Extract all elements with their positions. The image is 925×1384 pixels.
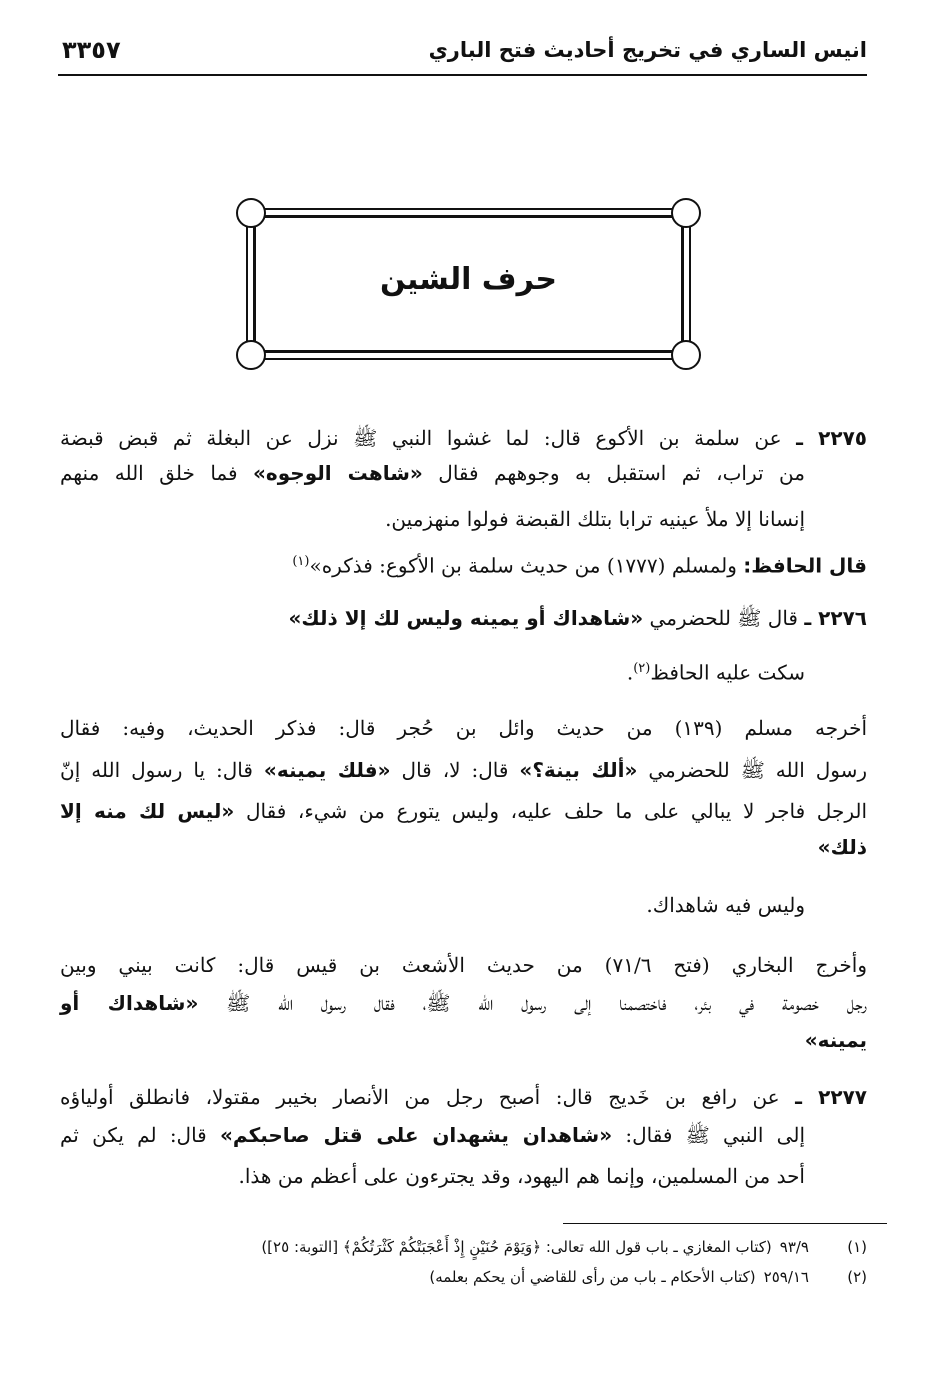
- hafiz-text: ولمسلم (١٧٧٧) من حديث سلمة بن الأكوع: فذكره»: [309, 553, 737, 578]
- bukhari-line-3: يمينه»: [804, 1028, 867, 1052]
- body-text: رسول الله ﷺ للحضرمي: [648, 758, 868, 782]
- header-rule: [58, 74, 867, 76]
- hadith-text: قال: لم يكن ثم: [60, 1123, 207, 1147]
- prophetic-quote: «ألك بينة؟»: [519, 758, 638, 782]
- hadith-number: ٢٢٧٥ ـ: [796, 426, 867, 450]
- not-included-note: وليس فيه شاهداك.: [646, 893, 805, 917]
- bukhari-line-1: وأخرج البخاري (فتح ٧١/٦) من حديث الأشعث بن قيس قال: كانت بيني وبين: [60, 953, 868, 977]
- footnote-2: [429, 1266, 867, 1288]
- footnote-reference: ٩٣/٩: [779, 1238, 809, 1256]
- frame-corner-ornament: [236, 198, 266, 228]
- hadith-text: عن سلمة بن الأكوع قال: لما غشوا النبي ﷺ نزل عن البغلة ثم قبض قبضة: [60, 426, 782, 450]
- hadith-2277-line-3: أحد من المسلمين، وإنما هم اليهود، وقد يجترءون على أعظم من هذا.: [238, 1164, 805, 1188]
- footnote-number: (٢): [847, 1268, 867, 1286]
- footnote-1: [261, 1236, 867, 1258]
- hadith-text: عن رافع بن خَديج قال: أصبح رجل من الأنصار بخيبر مقتولا، فانطلق أولياؤه: [60, 1085, 780, 1109]
- footnote-text: (كتاب الأحكام ـ باب من رأى للقاضي أن يحكم بعلمه): [429, 1268, 756, 1286]
- hadith-text: فما خلق الله منهم: [60, 461, 238, 485]
- bukhari-line-2: [60, 988, 867, 1018]
- hadith-2275-line-3: إنسانا إلا ملأ عينيه ترابا بتلك القبضة فولوا منهزمين.: [385, 507, 805, 531]
- hadith-2275-line-1: [60, 423, 867, 453]
- note-text: سكت عليه الحافظ: [650, 660, 805, 685]
- prophetic-quote: «ليس لك منه إلا: [60, 799, 235, 823]
- body-text: قال: يا رسول الله إنّ: [60, 758, 253, 782]
- hadith-2277-line-2: [60, 1120, 805, 1150]
- footnote-reference: ٢٥٩/١٦: [763, 1268, 809, 1286]
- muslim-line-2: [60, 755, 867, 785]
- hadith-number: ٢٢٧٧ ـ: [795, 1085, 867, 1109]
- running-title: انيس الساري في تخريج أحاديث فتح الباري: [428, 38, 867, 62]
- muslim-line-4: ذلك»: [817, 835, 867, 859]
- hafiz-note-1: [292, 547, 867, 581]
- frame-corner-ornament: [671, 198, 701, 228]
- frame-corner-ornament: [236, 340, 266, 370]
- muslim-line-1: أخرجه مسلم (١٣٩) من حديث وائل بن حُجر قال: فذكر الحديث، وفيه: فقال: [60, 716, 868, 740]
- hadith-text: قال ﷺ للحضرمي: [649, 606, 798, 630]
- prophetic-quote: «شاهداك أو: [60, 991, 199, 1015]
- frame-corner-ornament: [671, 340, 701, 370]
- running-header: [58, 34, 867, 74]
- footnote-number: (١): [847, 1238, 867, 1256]
- body-text: رجل خصومة في بئر، فاختصمنا إلى رسول الله ﷺ، فقال رسول الله ﷺ: [226, 991, 868, 1015]
- prophetic-quote: «شاهدان يشهدان على قتل صاحبكم»: [219, 1123, 613, 1147]
- hadith-2275-line-2: [60, 458, 805, 488]
- prophetic-quote: «شاهت الوجوه»: [253, 461, 423, 485]
- hafiz-label: قال الحافظ:: [743, 553, 867, 578]
- muslim-line-3: [60, 796, 867, 826]
- footnote-ref: (١): [292, 554, 310, 569]
- footnote-text: (كتاب المغازي ـ باب قول الله تعالى: ﴿وَيَوْمَ حُنَيْنٍ إِذْ أَعْجَبَتْكُمْ كَثْرَتُكُمْ﴾ [التوبة: ٢٥]): [261, 1238, 772, 1256]
- footnote-ref: (٢): [633, 661, 651, 676]
- hadith-number: ٢٢٧٦ ـ: [804, 606, 867, 630]
- hafiz-silence-note: سكت عليه الحافظ$^{(٢)}$.: [626, 660, 805, 685]
- hadith-text: من تراب، ثم استقبل به وجوههم فقال: [438, 461, 805, 485]
- section-heading-frame: [246, 208, 691, 360]
- section-heading: حرف الشين: [380, 262, 557, 297]
- hadith-text: إلى النبي ﷺ فقال:: [625, 1123, 805, 1147]
- prophetic-quote: «شاهداك أو يمينه وليس لك إلا ذلك»: [288, 606, 644, 630]
- prophetic-quote: «فلك يمينه»: [263, 758, 391, 782]
- body-text: الرجل فاجر لا يبالي على ما حلف عليه، وليس يتورع من شيء، فقال: [245, 799, 867, 823]
- footnote-separator: [563, 1223, 887, 1224]
- hadith-2277-line-1: [60, 1082, 867, 1112]
- body-text: قال: لا، قال: [401, 758, 509, 782]
- hadith-2276-line-1: [288, 603, 867, 633]
- page-number: ٣٣٥٧: [62, 36, 121, 64]
